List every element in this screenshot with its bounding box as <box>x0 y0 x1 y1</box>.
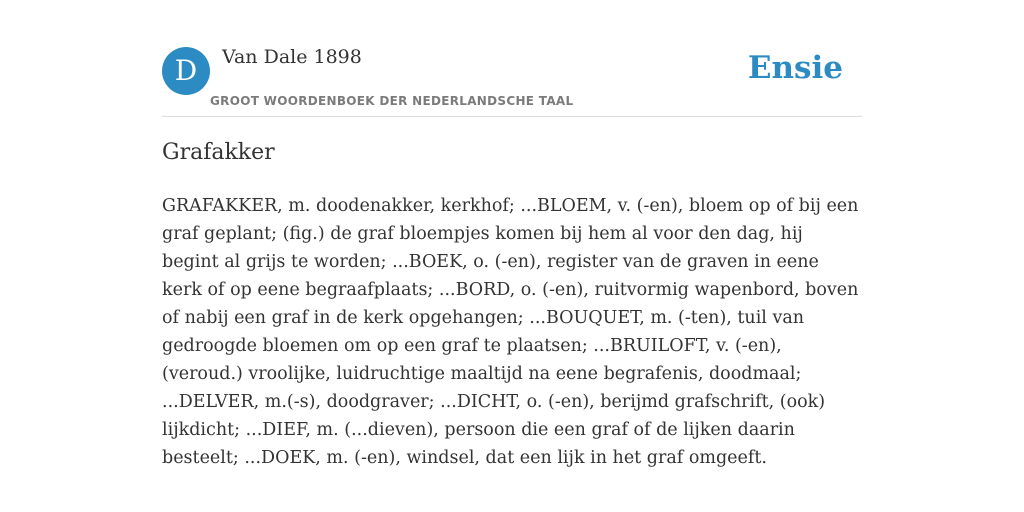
source-header <box>162 0 862 117</box>
entry-title: Grafakker <box>162 140 275 165</box>
source-title[interactable]: Van Dale 1898 <box>222 46 362 68</box>
source-avatar[interactable]: D <box>162 47 210 95</box>
page-container <box>162 0 862 468</box>
entry-body: GRAFAKKER, m. doodenakker, kerkhof; ...BLOEM, v. (-en), bloem op of bij een graf geplant; (fig.) de graf bloempjes komen bij hem al voor den dag, hij begint al grijs te worden; ...BOEK, o. (-en), register van de graven in eene kerk of op eene begraafplaats; ...BORD, o. (-en), ruitvormig wapenbord, boven of nabij een graf in de kerk opgehangen; ...BOUQUET, m. (-ten), tuil van gedroogde bloemen om op een graf te plaatsen; ...BRUILOFT, v. (-en), (veroud.) vroolijke, luidruchtige maaltijd na eene begrafenis, doodmaal; ...DELVER, m.(-s), doodgraver; ...DICHT, o. (-en), berijmd grafschrift, (ook) lijkdicht; ...DIEF, m. (...dieven), persoon die een graf of de lijken daarin besteelt; ...DOEK, m. (-en), windsel, dat een lijk in het graf omgeeft. <box>162 196 859 468</box>
source-subtitle: GROOT WOORDENBOEK DER NEDERLANDSCHE TAAL <box>210 94 574 108</box>
brand-logo-link[interactable]: Ensie <box>747 50 843 86</box>
